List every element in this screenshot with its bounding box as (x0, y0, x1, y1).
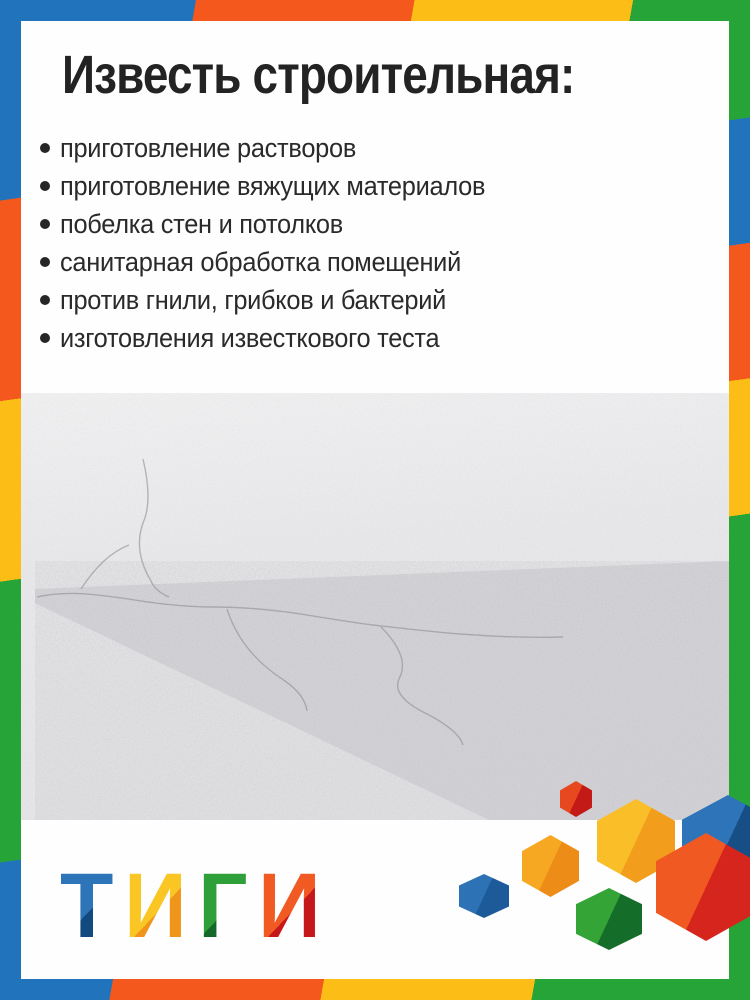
logo-letter: Т (60, 855, 114, 957)
bullet-dot (40, 333, 50, 343)
bullet-dot (40, 257, 50, 267)
logo-letter: Г (198, 855, 248, 957)
product-photo (21, 393, 729, 820)
benefits-list (40, 134, 512, 362)
content-card (21, 21, 729, 979)
bullet-dot (40, 181, 50, 191)
logo-letter: И (258, 855, 322, 957)
plaster-texture-image (21, 393, 729, 820)
benefit-item (40, 134, 512, 162)
benefit-text: санитарная обработка помещений (60, 246, 461, 277)
benefit-text: приготовление растворов (60, 132, 357, 163)
logo-letter: И (124, 855, 188, 957)
frame-border-top (0, 0, 750, 21)
frame-border-left (0, 0, 21, 1000)
frame-border-bottom (0, 979, 750, 1000)
benefit-text: изготовления известкового теста (60, 322, 440, 353)
bullet-dot (40, 143, 50, 153)
bullet-dot (40, 295, 50, 305)
benefit-item (40, 172, 512, 200)
frame-border-right (729, 0, 750, 1000)
benefit-item (40, 248, 512, 276)
brand-logo (60, 855, 333, 957)
benefit-item (40, 210, 512, 238)
benefit-item (40, 286, 512, 314)
bullet-dot (40, 219, 50, 229)
benefit-text: приготовление вяжущих материалов (60, 170, 486, 201)
benefit-text: побелка стен и потолков (60, 208, 343, 239)
page-title: Известь строительная: (62, 45, 575, 105)
benefit-item (40, 324, 512, 352)
benefit-text: против гнили, грибков и бактерий (60, 284, 447, 315)
